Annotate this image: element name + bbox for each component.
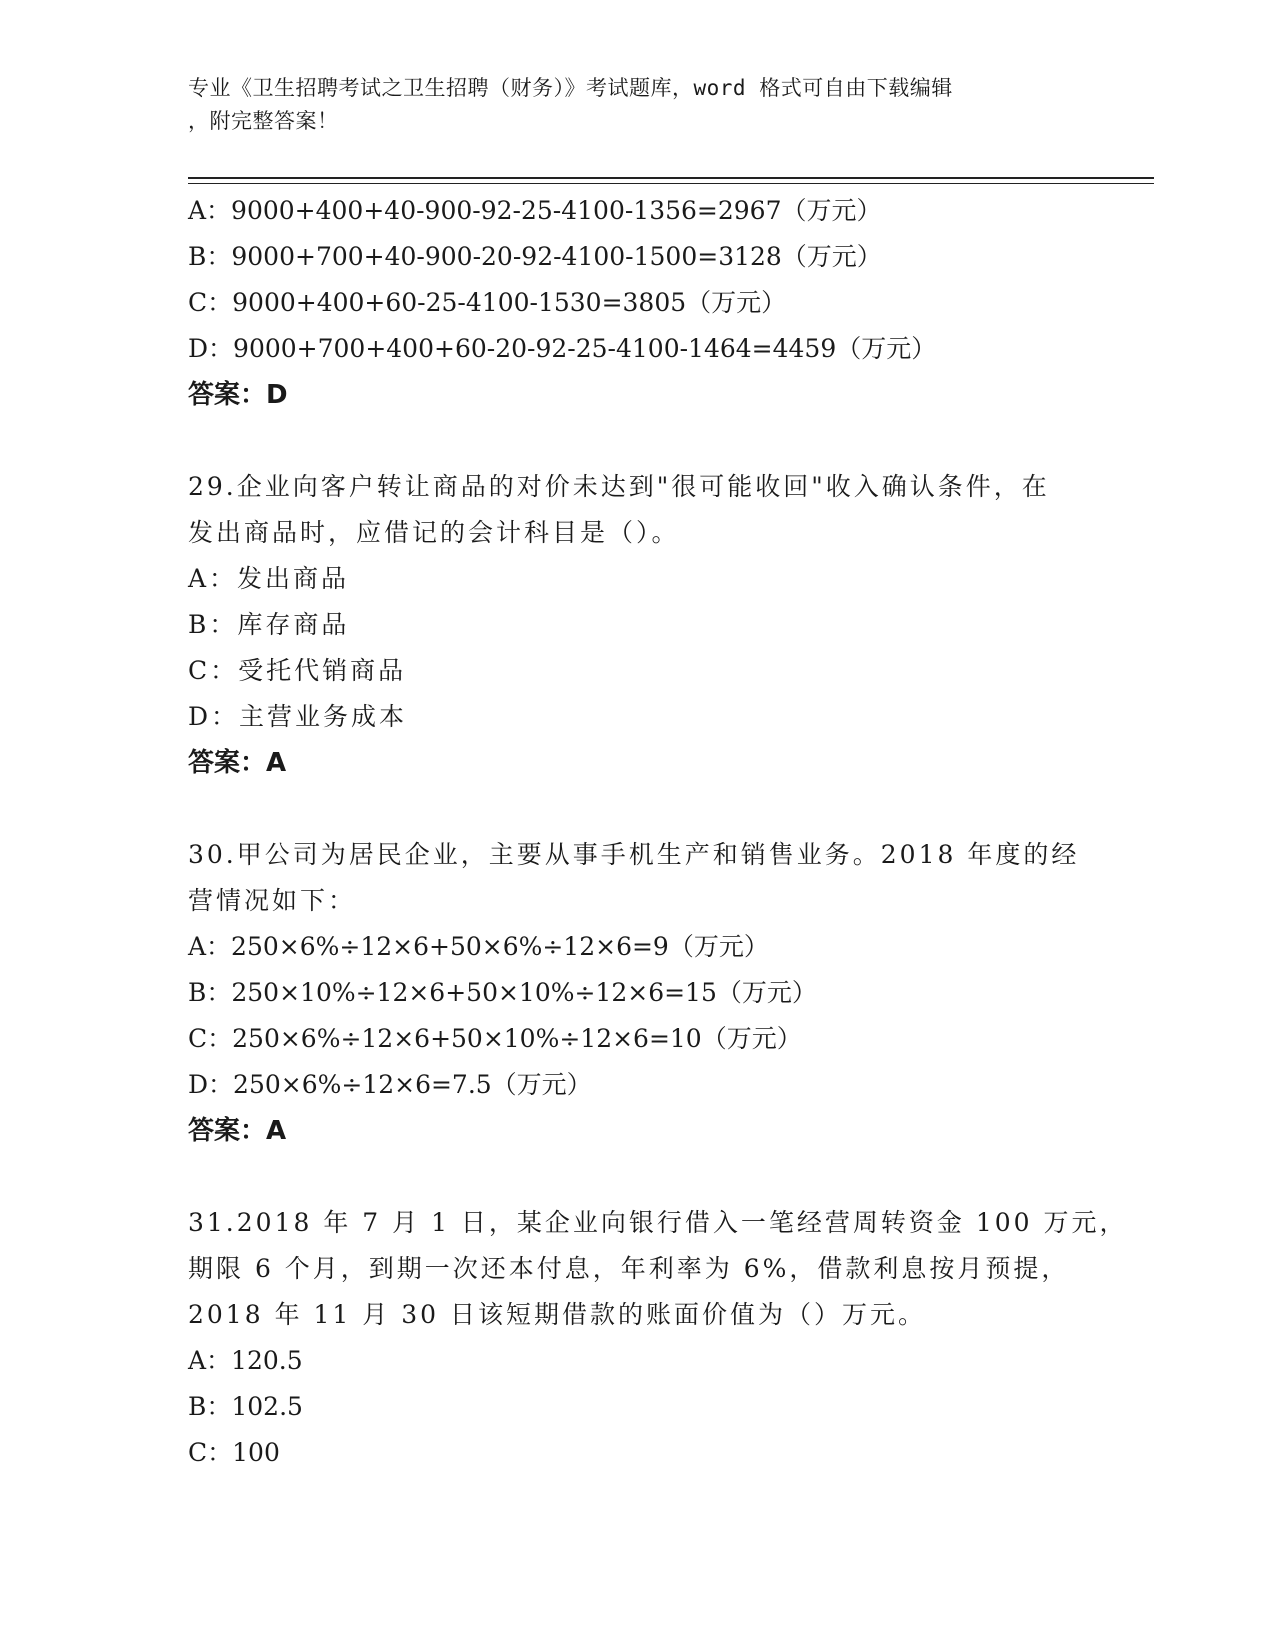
option-a: A：9000+400+40-900-92-25-4100-1356=2967（万元） (188, 196, 882, 225)
answer: 答案：A (188, 748, 287, 778)
question-29 (188, 464, 1088, 786)
header-rule-thick (188, 177, 1154, 179)
question-stem-line: 31.2018 年 7 月 1 日，某企业向银行借入一笔经营周转资金 100 万元， (188, 1208, 1128, 1237)
option-b: B：库存商品 (188, 610, 350, 639)
header-line-1: 专业《卫生招聘考试之卫生招聘（财务）》考试题库，word 格式可自由下载编辑 (188, 76, 953, 100)
question-28 (188, 188, 1088, 418)
option-d: D：250×6%÷12×6=7.5（万元） (188, 1070, 592, 1099)
option-c: C：受托代销商品 (188, 656, 407, 685)
answer: 答案：D (188, 380, 288, 410)
option-b: B：250×10%÷12×6+50×10%÷12×6=15（万元） (188, 978, 817, 1007)
question-stem-line: 期限 6 个月，到期一次还本付息，年利率为 6%，借款利息按月预提， (188, 1254, 1070, 1283)
question-content (188, 188, 1128, 1476)
answer: 答案：A (188, 1116, 287, 1146)
spacer (188, 1154, 1088, 1200)
question-stem-line: 30.甲公司为居民企业，主要从事手机生产和销售业务。2018 年度的经 (188, 840, 1080, 869)
question-31 (188, 1200, 1128, 1476)
option-c: C：100 (188, 1438, 280, 1467)
option-b: B：102.5 (188, 1392, 303, 1421)
spacer (188, 786, 1088, 832)
question-stem-line: 29.企业向客户转让商品的对价未达到"很可能收回"收入确认条件，在 (188, 472, 1050, 501)
option-c: C：9000+400+60-25-4100-1530=3805（万元） (188, 288, 787, 317)
spacer (188, 418, 1088, 464)
document-header (188, 72, 1088, 138)
option-a: A：120.5 (188, 1346, 303, 1375)
question-stem-line: 2018 年 11 月 30 日该短期借款的账面价值为（）万元。 (188, 1300, 926, 1329)
option-d: D：9000+700+400+60-20-92-25-4100-1464=4459（万元） (188, 334, 937, 363)
option-a: A：250×6%÷12×6+50×6%÷12×6=9（万元） (188, 932, 769, 961)
question-30 (188, 832, 1088, 1154)
option-c: C：250×6%÷12×6+50×10%÷12×6=10（万元） (188, 1024, 802, 1053)
option-b: B：9000+700+40-900-20-92-4100-1500=3128（万元） (188, 242, 882, 271)
question-stem-line: 发出商品时，应借记的会计科目是（）。 (188, 518, 680, 547)
header-rule-thin (188, 183, 1154, 184)
header-line-2: ，附完整答案！ (188, 109, 339, 133)
option-a: A：发出商品 (188, 564, 350, 593)
question-stem-line: 营情况如下： (188, 886, 357, 915)
option-d: D：主营业务成本 (188, 702, 408, 731)
